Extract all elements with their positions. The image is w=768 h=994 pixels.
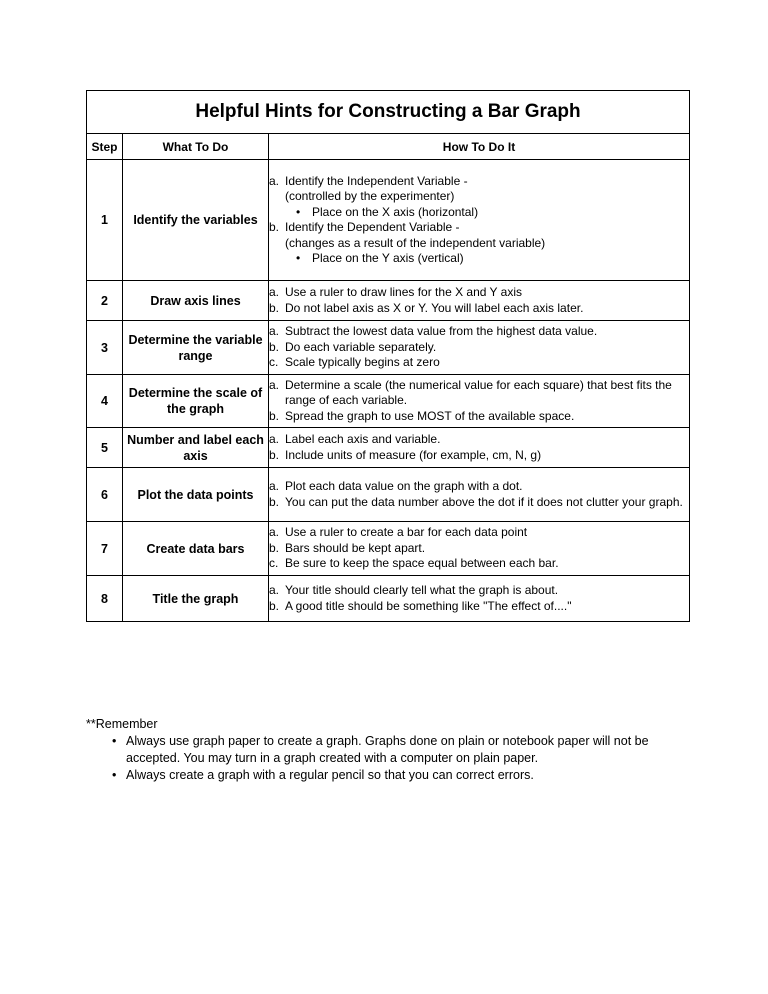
how-text: Place on the Y axis (vertical) bbox=[312, 251, 464, 265]
how-label: a. bbox=[269, 583, 280, 597]
hints-table bbox=[86, 90, 690, 622]
how-label: a. bbox=[269, 479, 280, 493]
how-line bbox=[269, 432, 689, 448]
how-text: Do each variable separately. bbox=[285, 339, 437, 354]
step-how bbox=[269, 160, 690, 281]
remember-text: Always use graph paper to create a graph. Graphs done on plain or notebook paper will not be accepted. You may turn in a graph created with a computer on plain paper. bbox=[126, 734, 649, 765]
how-label: a. bbox=[269, 525, 280, 540]
how-label: b. bbox=[269, 339, 280, 354]
how-text: Plot each data value on the graph with a dot. bbox=[285, 479, 523, 493]
step-row bbox=[87, 281, 690, 321]
how-label: b. bbox=[269, 447, 280, 462]
step-number: 3 bbox=[87, 321, 123, 375]
how-line bbox=[269, 220, 689, 236]
header-what: What To Do bbox=[123, 134, 269, 160]
how-line bbox=[269, 301, 689, 317]
step-number: 4 bbox=[87, 375, 123, 428]
how-label: a. bbox=[269, 324, 280, 339]
how-bullet bbox=[269, 205, 689, 221]
step-how bbox=[269, 468, 690, 522]
how-label: b. bbox=[269, 220, 280, 234]
how-text: Determine a scale (the numerical value for each square) that best fits the range of each variable. bbox=[285, 377, 672, 408]
step-row bbox=[87, 321, 690, 375]
how-line bbox=[269, 236, 689, 252]
header-step: Step bbox=[87, 134, 123, 160]
how-line bbox=[269, 378, 689, 409]
how-line bbox=[269, 285, 689, 301]
how-label bbox=[269, 189, 285, 205]
step-what: Identify the variables bbox=[123, 160, 269, 281]
how-text: You can put the data number above the dot if it does not clutter your graph. bbox=[285, 494, 683, 509]
step-what: Create data bars bbox=[123, 522, 269, 576]
how-line bbox=[269, 324, 689, 340]
step-how bbox=[269, 281, 690, 321]
remember-list bbox=[86, 733, 706, 784]
how-line bbox=[269, 479, 689, 495]
how-line bbox=[269, 355, 689, 371]
step-what: Number and label each axis bbox=[123, 428, 269, 468]
how-label: a. bbox=[269, 285, 280, 299]
how-text: Scale typically begins at zero bbox=[285, 355, 440, 370]
step-what: Plot the data points bbox=[123, 468, 269, 522]
how-line bbox=[269, 583, 689, 599]
how-label: a. bbox=[269, 432, 280, 446]
step-row bbox=[87, 375, 690, 428]
remember-section bbox=[86, 716, 706, 784]
steps-body bbox=[87, 160, 690, 622]
how-label: b. bbox=[269, 540, 280, 555]
how-label: c. bbox=[269, 556, 279, 571]
step-row bbox=[87, 428, 690, 468]
how-text: Use a ruler to create a bar for each data point bbox=[285, 525, 528, 540]
how-label: c. bbox=[269, 355, 279, 370]
how-label: b. bbox=[269, 408, 280, 423]
how-line bbox=[269, 525, 689, 541]
step-how bbox=[269, 522, 690, 576]
step-how bbox=[269, 321, 690, 375]
how-text: Your title should clearly tell what the graph is about. bbox=[285, 583, 559, 597]
step-number: 8 bbox=[87, 576, 123, 622]
how-text: Label each axis and variable. bbox=[285, 432, 441, 446]
how-line bbox=[269, 409, 689, 425]
how-text: Bars should be kept apart. bbox=[285, 540, 426, 555]
how-line bbox=[269, 599, 689, 615]
how-line bbox=[269, 174, 689, 190]
how-label: b. bbox=[269, 300, 280, 315]
step-number: 5 bbox=[87, 428, 123, 468]
how-text: A good title should be something like "The effect of...." bbox=[285, 598, 572, 613]
how-text: Place on the X axis (horizontal) bbox=[312, 204, 479, 219]
how-line bbox=[269, 189, 689, 205]
step-what: Title the graph bbox=[123, 576, 269, 622]
step-what: Determine the variable range bbox=[123, 321, 269, 375]
how-line bbox=[269, 340, 689, 356]
how-label: b. bbox=[269, 598, 280, 613]
how-text: Use a ruler to draw lines for the X and Y axis bbox=[285, 285, 523, 299]
bullet-icon: • bbox=[296, 251, 301, 265]
step-row bbox=[87, 160, 690, 281]
step-how bbox=[269, 375, 690, 428]
step-row bbox=[87, 522, 690, 576]
step-what: Draw axis lines bbox=[123, 281, 269, 321]
how-label: b. bbox=[269, 494, 280, 509]
step-number: 1 bbox=[87, 160, 123, 281]
step-number: 7 bbox=[87, 522, 123, 576]
how-bullet bbox=[269, 251, 689, 267]
bullet-icon: • bbox=[112, 734, 117, 748]
remember-text: Always create a graph with a regular pencil so that you can correct errors. bbox=[126, 768, 534, 782]
bullet-icon: • bbox=[296, 204, 301, 219]
how-text: (changes as a result of the independent variable) bbox=[285, 235, 546, 250]
how-text: Identify the Dependent Variable - bbox=[285, 220, 460, 234]
how-label: a. bbox=[269, 377, 280, 392]
how-line bbox=[269, 448, 689, 464]
step-how bbox=[269, 576, 690, 622]
how-text: Be sure to keep the space equal between each bar. bbox=[285, 556, 559, 571]
step-row bbox=[87, 468, 690, 522]
step-number: 2 bbox=[87, 281, 123, 321]
how-text: Do not label axis as X or Y. You will label each axis later. bbox=[285, 300, 584, 315]
remember-heading: **Remember bbox=[86, 717, 158, 731]
how-label bbox=[269, 236, 285, 252]
how-text: Spread the graph to use MOST of the available space. bbox=[285, 408, 575, 423]
remember-item bbox=[86, 767, 706, 784]
how-text: Include units of measure (for example, cm, N, g) bbox=[285, 447, 542, 462]
step-how bbox=[269, 428, 690, 468]
header-how: How To Do It bbox=[269, 134, 690, 160]
how-line bbox=[269, 556, 689, 572]
how-text: Subtract the lowest data value from the highest data value. bbox=[285, 324, 598, 339]
step-what: Determine the scale of the graph bbox=[123, 375, 269, 428]
how-text: (controlled by the experimenter) bbox=[285, 189, 455, 203]
how-line bbox=[269, 541, 689, 557]
how-line bbox=[269, 495, 689, 511]
step-number: 6 bbox=[87, 468, 123, 522]
how-text: Identify the Independent Variable - bbox=[285, 173, 468, 188]
remember-item bbox=[86, 733, 706, 767]
how-label: a. bbox=[269, 173, 280, 188]
document-title: Helpful Hints for Constructing a Bar Graph bbox=[87, 91, 690, 134]
bullet-icon: • bbox=[112, 768, 117, 782]
step-row bbox=[87, 576, 690, 622]
